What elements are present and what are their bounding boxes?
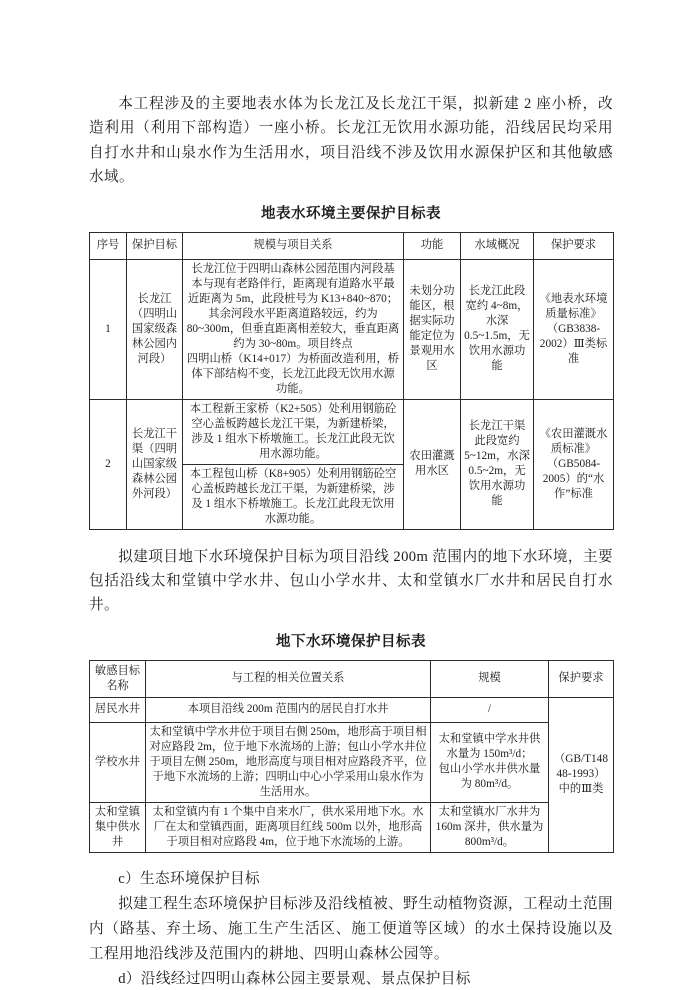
groundwater-table: [89, 660, 614, 853]
surface-water-table-title: 地表水环境主要保护目标表: [261, 205, 441, 222]
t1-header-no: 序号: [90, 232, 127, 259]
t2-header-requirement: 保护要求: [549, 660, 614, 697]
t1-header-target: 保护目标: [127, 232, 183, 259]
t2-r1-relation: 本项目沿线 200m 范围内的居民自打水井: [146, 697, 431, 722]
t1-r1-requirement: 《地表水环境质量标准》（GB3838-2002）Ⅲ类标准: [534, 259, 614, 399]
t1-header-function: 功能: [404, 232, 461, 259]
t1-r2-relation-sub2: 本工程包山桥（K8+905）处利用钢筋砼空心盖板跨越长龙江干渠，为新建桥梁，涉及 1 组水下桥墩施工。长龙江此段无饮用水源功能。: [183, 464, 404, 529]
table-row: [90, 802, 614, 852]
t1-r2-no: 2: [90, 399, 127, 529]
surface-water-header-row: [90, 232, 614, 259]
item-d-heading: d）沿线经过四明山森林公园主要景观、景点保护目标: [118, 970, 471, 987]
t2-r2-scale-l1: 太和堂镇中学水井供水量为 150m³/d；: [438, 733, 541, 761]
t2-header-scale: 规模: [431, 660, 549, 697]
document-content: [89, 92, 613, 990]
t1-r2-target: 长龙江干渠（四明山国家级森林公园外河段）: [127, 399, 183, 529]
t1-r1-relation-p1: 长龙江位于四明山森林公园范围内河段基本与现有老路伴行，距离现有道路水平最近距离为 5m，此段桩号为 K13+840~870；其余河段水平距离道路较远，约为 80~300m，但垂直距离相差较大，垂直距离约为 30~80m。项目终点: [186, 262, 400, 350]
t1-header-relation: 规模与项目关系: [183, 232, 404, 259]
t1-r1-relation-p2: 四明山桥（K14+017）为桥面改造利用，桥体下部结构不变，长龙江此段无饮用水源功能。: [186, 352, 400, 395]
t1-r2-requirement: 《农田灌溉水质标准》（GB5084-2005）的“水作”标准: [534, 399, 614, 529]
t2-requirement-merged: （GB/T14848-1993）中的Ⅲ类: [549, 697, 614, 852]
t1-header-requirement: 保护要求: [534, 232, 614, 259]
t2-r3-scale: 太和堂镇水厂水井为 160m 深井，供水量为 800m³/d。: [431, 802, 549, 852]
t2-r1-scale: /: [431, 697, 549, 722]
surface-water-table: [89, 232, 614, 530]
t2-r2-scale: [431, 722, 549, 802]
t1-r1-function: 未划分功能区，根据实际功能定位为景观用水区: [404, 259, 461, 399]
groundwater-paragraph: 拟建项目地下水环境保护目标为项目沿线 200m 范围内的地下水环境，主要包括沿线太和堂镇中学水井、包山小学水井、太和堂镇水厂水井和居民自打水井。: [89, 548, 613, 614]
t1-r1-target: 长龙江（四明山国家级森林公园内河段）: [127, 259, 183, 399]
groundwater-header-row: [90, 660, 614, 697]
table-row: [90, 399, 614, 464]
t2-r3-relation: 太和堂镇内有 1 个集中自来水厂，供水采用地下水。水厂在太和堂镇西面，距离项目红线 500m 以外，地形高于项目相对应路段 4m，位于地下水流场的上游。: [146, 802, 431, 852]
eco-paragraph: 拟建工程生态环境保护目标涉及沿线植被、野生动植物资源，工程动土范围内（路基、弃土场、施工生产生活区、施工便道等区域）的水土保持设施以及工程用地沿线涉及范围内的耕地、四明山森林公园等。: [89, 895, 613, 962]
t1-r2-overview: 长龙江干渠此段宽约 5~12m，水深 0.5~2m，无饮用水源功能: [461, 399, 534, 529]
intro-paragraph: 本工程涉及的主要地表水体为长龙江及长龙江干渠，拟新建 2 座小桥，改造利用（利用下部构造）一座小桥。长龙江无饮用水源功能，沿线居民均采用自打水井和山泉水作为生活用水，项目沿线不涉及饮用水源保护区和其他敏感水域。: [89, 96, 613, 186]
groundwater-table-title: 地下水环境保护目标表: [276, 633, 426, 650]
t2-r3-name: 太和堂镇集中供水井: [90, 802, 146, 852]
t1-r1-relation: [183, 259, 404, 399]
t1-r2-function: 农田灌溉用水区: [404, 399, 461, 529]
t1-r1-no: 1: [90, 259, 127, 399]
t2-r2-relation: 太和堂镇中学水井位于项目右侧 250m，地形高于项目相对应路段 2m，位于地下水流场的上游；包山小学水井位于项目左侧 250m，地形高度与项目相对应路段齐平，位于地下水流场的上游；四明山中心小学采用山泉水作为生活用水。: [146, 722, 431, 802]
table-row: [90, 722, 614, 802]
item-c-heading: c）生态环境保护目标: [118, 870, 261, 887]
t2-header-relation: 与工程的相关位置关系: [146, 660, 431, 697]
table-row: [90, 259, 614, 399]
t2-r2-scale-l2: 包山小学水井供水量为 80m³/d。: [438, 763, 541, 791]
table-row: [90, 697, 614, 722]
t1-r2-relation-sub1: 本工程新王家桥（K2+505）处利用钢筋砼空心盖板跨越长龙江干渠，为新建桥梁，涉及 1 组水下桥墩施工。长龙江此段无饮用水源功能。: [183, 399, 404, 464]
t1-header-overview: 水域概况: [461, 232, 534, 259]
t1-r1-overview: 长龙江此段宽约 4~8m，水深 0.5~1.5m，无饮用水源功能: [461, 259, 534, 399]
t2-r1-name: 居民水井: [90, 697, 146, 722]
t2-r2-name: 学校水井: [90, 722, 146, 802]
t2-header-name: 敏感目标名称: [90, 660, 146, 697]
